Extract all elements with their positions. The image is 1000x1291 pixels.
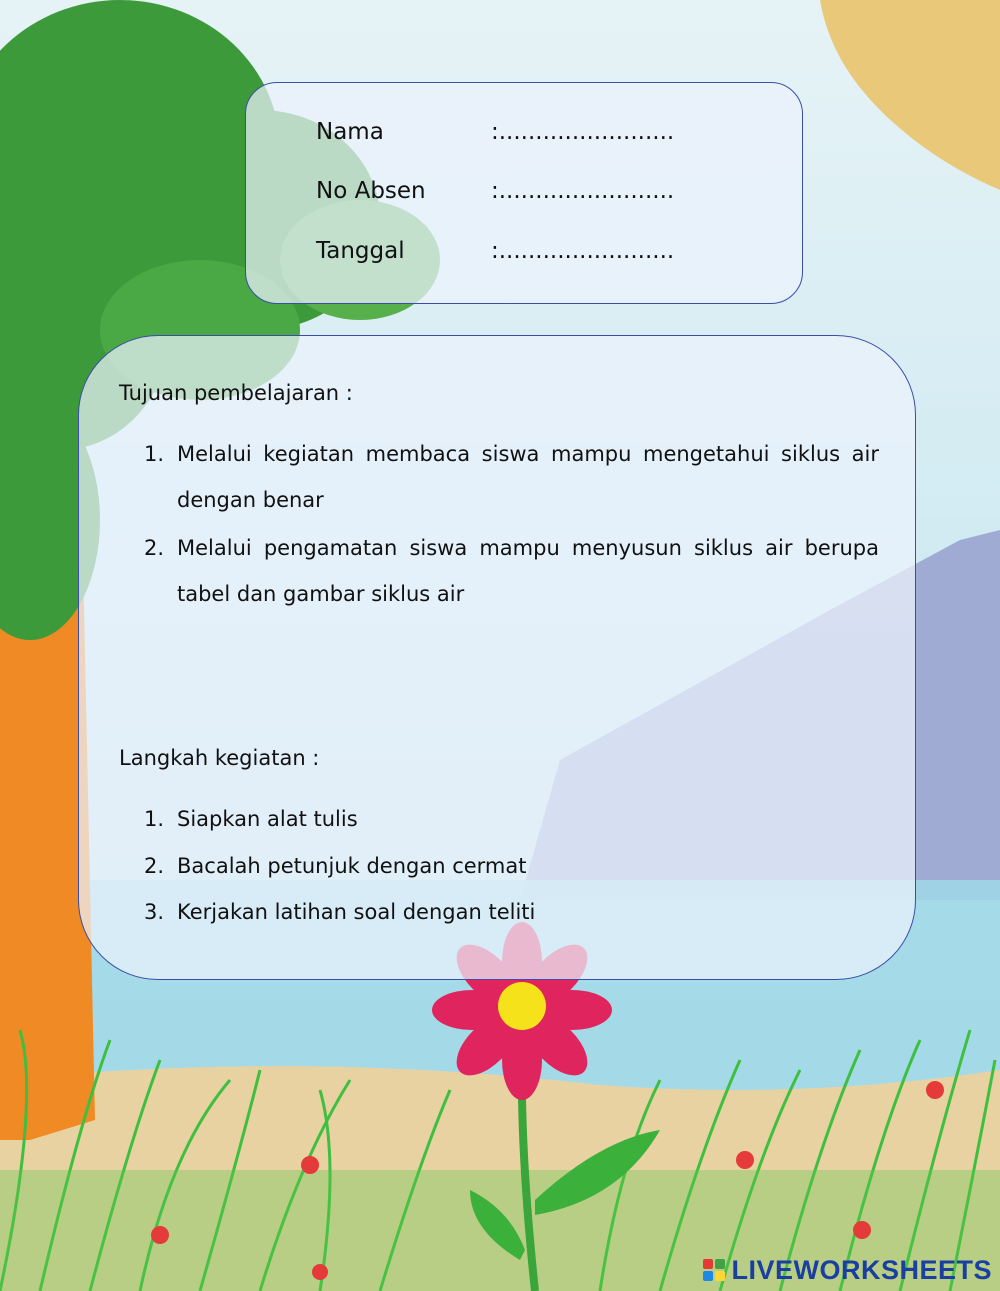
step-number: 3. bbox=[144, 900, 165, 924]
absence-number-row bbox=[316, 178, 674, 204]
step-number: 2. bbox=[144, 854, 165, 878]
absence-number-field[interactable]: :........................ bbox=[491, 178, 675, 204]
date-row bbox=[316, 238, 674, 264]
liveworksheets-wordmark: LIVEWORKSHEETS bbox=[731, 1254, 992, 1285]
absence-number-label: No Absen bbox=[316, 178, 426, 204]
date-field[interactable]: :........................ bbox=[491, 238, 675, 264]
objective-text: Melalui kegiatan membaca siswa mampu mengetahui siklus air dengan benar bbox=[177, 442, 879, 512]
step-item bbox=[144, 843, 879, 889]
step-text: Bacalah petunjuk dengan cermat bbox=[177, 854, 527, 878]
date-label: Tanggal bbox=[316, 238, 405, 264]
objective-number: 1. bbox=[144, 442, 165, 466]
objectives-heading: Tujuan pembelajaran : bbox=[119, 381, 353, 405]
objective-item bbox=[144, 525, 879, 617]
name-row bbox=[316, 119, 674, 145]
step-number: 1. bbox=[144, 807, 165, 831]
step-text: Siapkan alat tulis bbox=[177, 807, 358, 831]
step-text: Kerjakan latihan soal dengan teliti bbox=[177, 900, 536, 924]
name-label: Nama bbox=[316, 119, 384, 145]
identity-card bbox=[245, 82, 803, 304]
objective-item bbox=[144, 431, 879, 523]
objective-text: Melalui pengamatan siswa mampu menyusun siklus air berupa tabel dan gambar siklus air bbox=[177, 536, 879, 606]
step-item bbox=[144, 889, 879, 935]
steps-heading: Langkah kegiatan : bbox=[119, 746, 320, 770]
step-item bbox=[144, 796, 879, 842]
liveworksheets-mark-icon bbox=[703, 1259, 725, 1281]
content-card bbox=[78, 335, 916, 980]
objective-number: 2. bbox=[144, 536, 165, 560]
name-field[interactable]: :........................ bbox=[491, 119, 675, 145]
liveworksheets-logo[interactable] bbox=[703, 1255, 992, 1285]
